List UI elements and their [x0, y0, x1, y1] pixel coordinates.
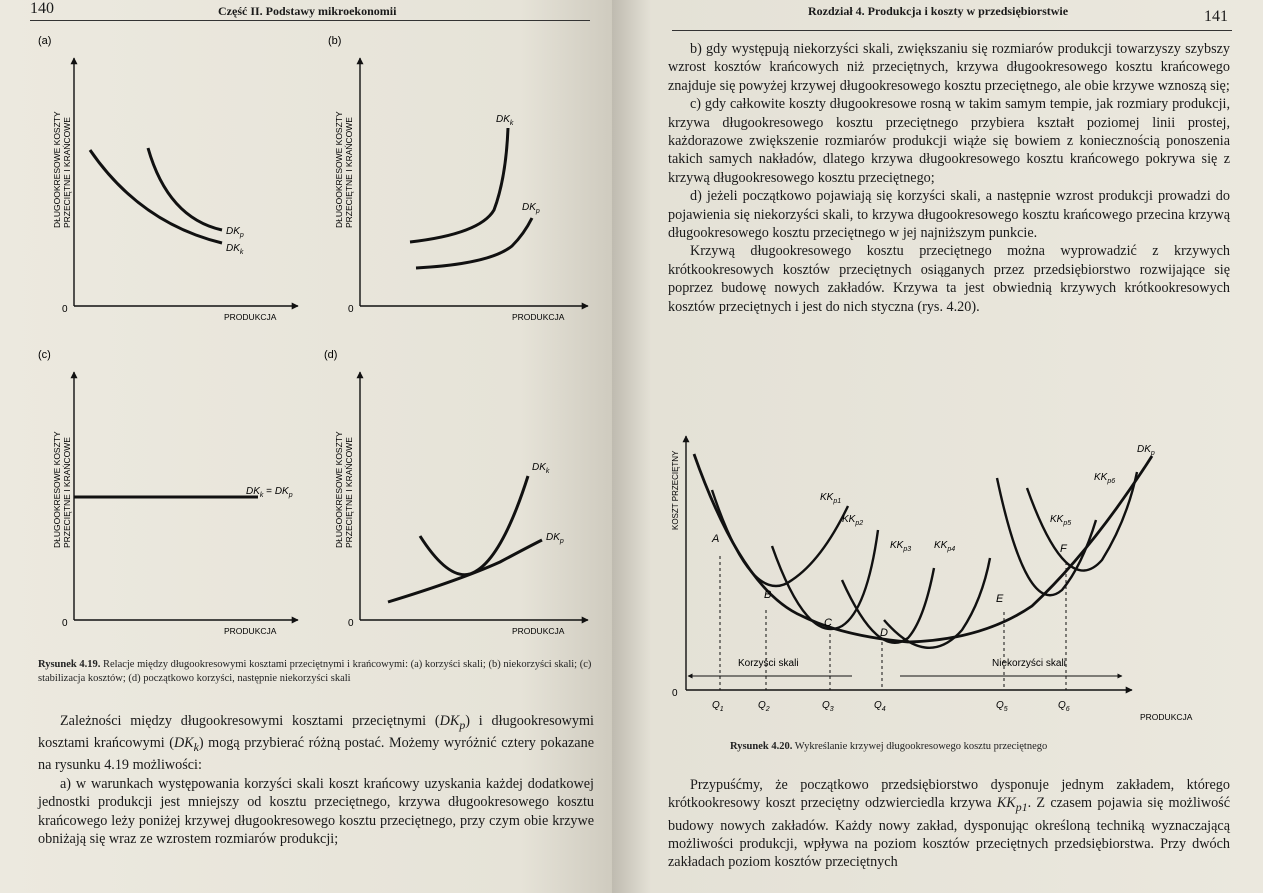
right-page — [612, 0, 1263, 893]
paragraph-kkp1: Przypuśćmy, że początkowo przedsiębiorstwo dysponuje jednym zakładem, którego krótkookresowy koszt przeciętny odzwierciedla krzywa $KK_{p1}$. Z czasem pojawia się możliwość budowy nowych zakładów. Każdy nowy zakład, dysponując określoną techniką wyznaczającą możliwości produkcji, wpływa na poziom kosztów przeciętnych przedsiębiorstwa. Przy dwóch zakładach poziom kosztów przeciętnych — [668, 777, 1230, 871]
curve-dkk — [410, 128, 508, 242]
curve-dkp-envelope — [694, 454, 1152, 642]
caption-text: Wykreślanie krzywej długookresowego kosztu przeciętnego — [792, 741, 1048, 752]
y-axis-label: PRZECIĘTNE I KRAŃCOWE — [62, 437, 72, 548]
origin-label: 0 — [348, 618, 354, 629]
curve-kkp4 — [884, 558, 990, 648]
term-dkk: $DK_k$ — [173, 735, 199, 755]
y-axis-label: DŁUGOOKRESOWE KOSZTY — [334, 111, 344, 228]
x-axis-label: PRODUKCJA — [1140, 712, 1193, 722]
curve-kkp3 — [842, 568, 934, 643]
q-label-1: $Q_1$ — [712, 700, 724, 713]
y-axis-label: PRZECIĘTNE I KRAŃCOWE — [344, 117, 354, 228]
term-kkp1: $KK_{p1}$ — [996, 795, 1028, 815]
point-d: D — [880, 627, 888, 639]
point-e: E — [996, 593, 1004, 605]
caption-label: Rysunek 4.20. — [730, 741, 793, 752]
point-a: A — [712, 533, 720, 545]
panel-b — [328, 35, 588, 322]
figure-caption-4-19 — [38, 658, 594, 686]
y-axis-label: PRZECIĘTNE I KRAŃCOWE — [344, 437, 354, 548]
panel-c — [38, 349, 298, 636]
point-c: C — [824, 617, 832, 629]
x-axis-label: PRODUKCJA — [224, 312, 277, 322]
curve-dkk — [90, 150, 222, 243]
body-text-right-bottom — [668, 776, 1230, 872]
curve-label-dkp: $DK_p$ — [226, 226, 244, 239]
curve-label-kkp4: $KK_{p4}$ — [934, 540, 956, 553]
curve-label-kkp2: $KK_{p2}$ — [842, 514, 864, 527]
q-label-6: $Q_6$ — [1058, 700, 1070, 713]
page-number-left: 140 — [30, 0, 54, 17]
origin-label: 0 — [672, 688, 678, 699]
paragraph-intro: Zależności między długookresowymi kosztami przeciętnymi $(DK_p)$ i długookresowymi kosztami krańcowymi $(DK_k)$ mogą przybierać różną postać. Możemy wyróżnić cztery pokazane na rysunku 4.19 możliwości: — [38, 713, 594, 774]
panel-a — [38, 35, 298, 322]
curve-label-dkk: $DK_k$ — [226, 243, 244, 256]
figure-caption-4-20 — [730, 740, 1210, 754]
q-label-4: $Q_4$ — [874, 700, 886, 713]
curve-label-kkp3: $KK_{p3}$ — [890, 540, 912, 553]
curve-label-dkk-dkp: $DK_k = DK_p$ — [246, 486, 293, 499]
x-axis-label: PRODUKCJA — [512, 626, 565, 636]
curve-label-kkp6: $KK_{p6}$ — [1094, 472, 1116, 485]
header-rule-left — [30, 20, 590, 21]
curve-label-dkp: $DK_p$ — [1137, 444, 1155, 457]
caption-text: Relacje między długookresowymi kosztami przeciętnymi i krańcowymi: (a) korzyści skali; (b) niekorzyści skali; (c) stabilizacja kosztów; (d) początkowo korzyści, następnie niekorzyści skali — [38, 659, 592, 684]
curve-dkp — [388, 540, 542, 602]
q-label-5: $Q_5$ — [996, 700, 1008, 713]
curve-label-kkp1: $KK_{p1}$ — [820, 492, 842, 505]
curve-label-dkp: $DK_p$ — [546, 532, 564, 545]
x-axis-label: PRODUKCJA — [512, 312, 565, 322]
header-rule-right — [672, 30, 1232, 31]
region-label-economies: Korzyści skali — [738, 658, 799, 669]
paragraph-b: b) gdy występują niekorzyści skali, zwiększaniu się rozmiarów produkcji towarzyszy szybszy wzrost kosztów krańcowych niż przeciętnych, krzywa długookresowego kosztu krańcowego znajduje się powyżej krzywej długookresowego kosztu przeciętnego, ale obie krzywe wznoszą się; — [668, 41, 1230, 94]
q-label-2: $Q_2$ — [758, 700, 770, 713]
curve-label-dkk: $DK_k$ — [532, 462, 550, 475]
q-label-3: $Q_3$ — [822, 700, 834, 713]
paragraph-d: d) jeżeli początkowo pojawiają się korzyści skali, a następnie wzrost produkcji prowadzi do pojawienia się niekorzyści skali, to krzywa długookresowego kosztu krańcowego przecina krzywą długookresowego kosztu przeciętnego w jej najniższym punkcie. — [668, 188, 1230, 242]
page-number-right: 141 — [1204, 8, 1228, 25]
point-b: B — [764, 589, 772, 601]
curve-label-dkk: $DK_k$ — [496, 114, 514, 127]
body-text-left — [38, 712, 594, 849]
point-f: F — [1060, 543, 1067, 555]
panel-label: (b) — [328, 35, 342, 47]
figure-4-20 — [652, 430, 1232, 730]
panel-label: (a) — [38, 35, 52, 47]
x-axis-label: PRODUKCJA — [224, 626, 277, 636]
y-axis-label: DŁUGOOKRESOWE KOSZTY — [52, 431, 62, 548]
panel-label: (c) — [38, 349, 51, 361]
curve-label-kkp5: $KK_{p5}$ — [1050, 514, 1072, 527]
figure-4-19 — [0, 28, 612, 648]
running-head-left: Część II. Podstawy mikroekonomii — [218, 4, 397, 18]
panel-d — [324, 349, 588, 636]
paragraph-a: a) w warunkach występowania korzyści skali koszt krańcowy uzyskania każdej dodatkowej jednostki produkcji jest mniejszy od kosztu przeciętnego, krzywa długookresowego kosztu krańcowego leży poniżej krzywej długookresowego kosztu przeciętnego, przy czym obie krzywe obniżają się wraz ze wzrostem rozmiarów produkcji; — [38, 775, 594, 848]
curve-dkk — [420, 476, 528, 575]
caption-label: Rysunek 4.19. — [38, 659, 101, 670]
panel-label: (d) — [324, 349, 338, 361]
region-label-diseconomies: Niekorzyści skali — [992, 658, 1066, 669]
running-head-right: Rozdział 4. Produkcja i koszty w przedsiębiorstwie — [808, 4, 1069, 18]
paragraph-envelope: Krzywą długookresowego kosztu przeciętnego można wyprowadzić z krzywych krótkookresowych kosztów przeciętnych osiąganych przez przedsiębiorstwo rozwijające się poprzez budowę nowych zakładów. Krzywa ta jest obwiednią krzywych krótkookresowych kosztów przeciętnych i jest do nich styczna (rys. 4.20). — [668, 243, 1230, 315]
term-dkp: $DK_p$ — [439, 713, 466, 732]
y-axis-label: PRZECIĘTNE I KRAŃCOWE — [62, 117, 72, 228]
curve-kkp1 — [712, 490, 848, 586]
y-axis-label: DŁUGOOKRESOWE KOSZTY — [52, 111, 62, 228]
origin-label: 0 — [62, 618, 68, 629]
paragraph-c: c) gdy całkowite koszty długookresowe rosną w takim samym tempie, jak rozmiary produkcji, krzywa długookresowego kosztu przeciętnego przybiera kształt poziomej linii prostej, każdorazowe zwiększenie rozmiarów produkcji wiąże się bowiem z koniecznością ponoszenia takich samych nakładów, dlatego krzywa długookresowego kosztu krańcowego pokrywa się z krzywą długookresowego kosztu przeciętnego; — [668, 96, 1230, 186]
body-text-right-top — [668, 40, 1230, 316]
y-axis-label: KOSZT PRZECIĘTNY — [671, 450, 680, 530]
origin-label: 0 — [348, 304, 354, 315]
origin-label: 0 — [62, 304, 68, 315]
curve-label-dkp: $DK_p$ — [522, 202, 540, 215]
y-axis-label: DŁUGOOKRESOWE KOSZTY — [334, 431, 344, 548]
left-page — [0, 0, 612, 893]
